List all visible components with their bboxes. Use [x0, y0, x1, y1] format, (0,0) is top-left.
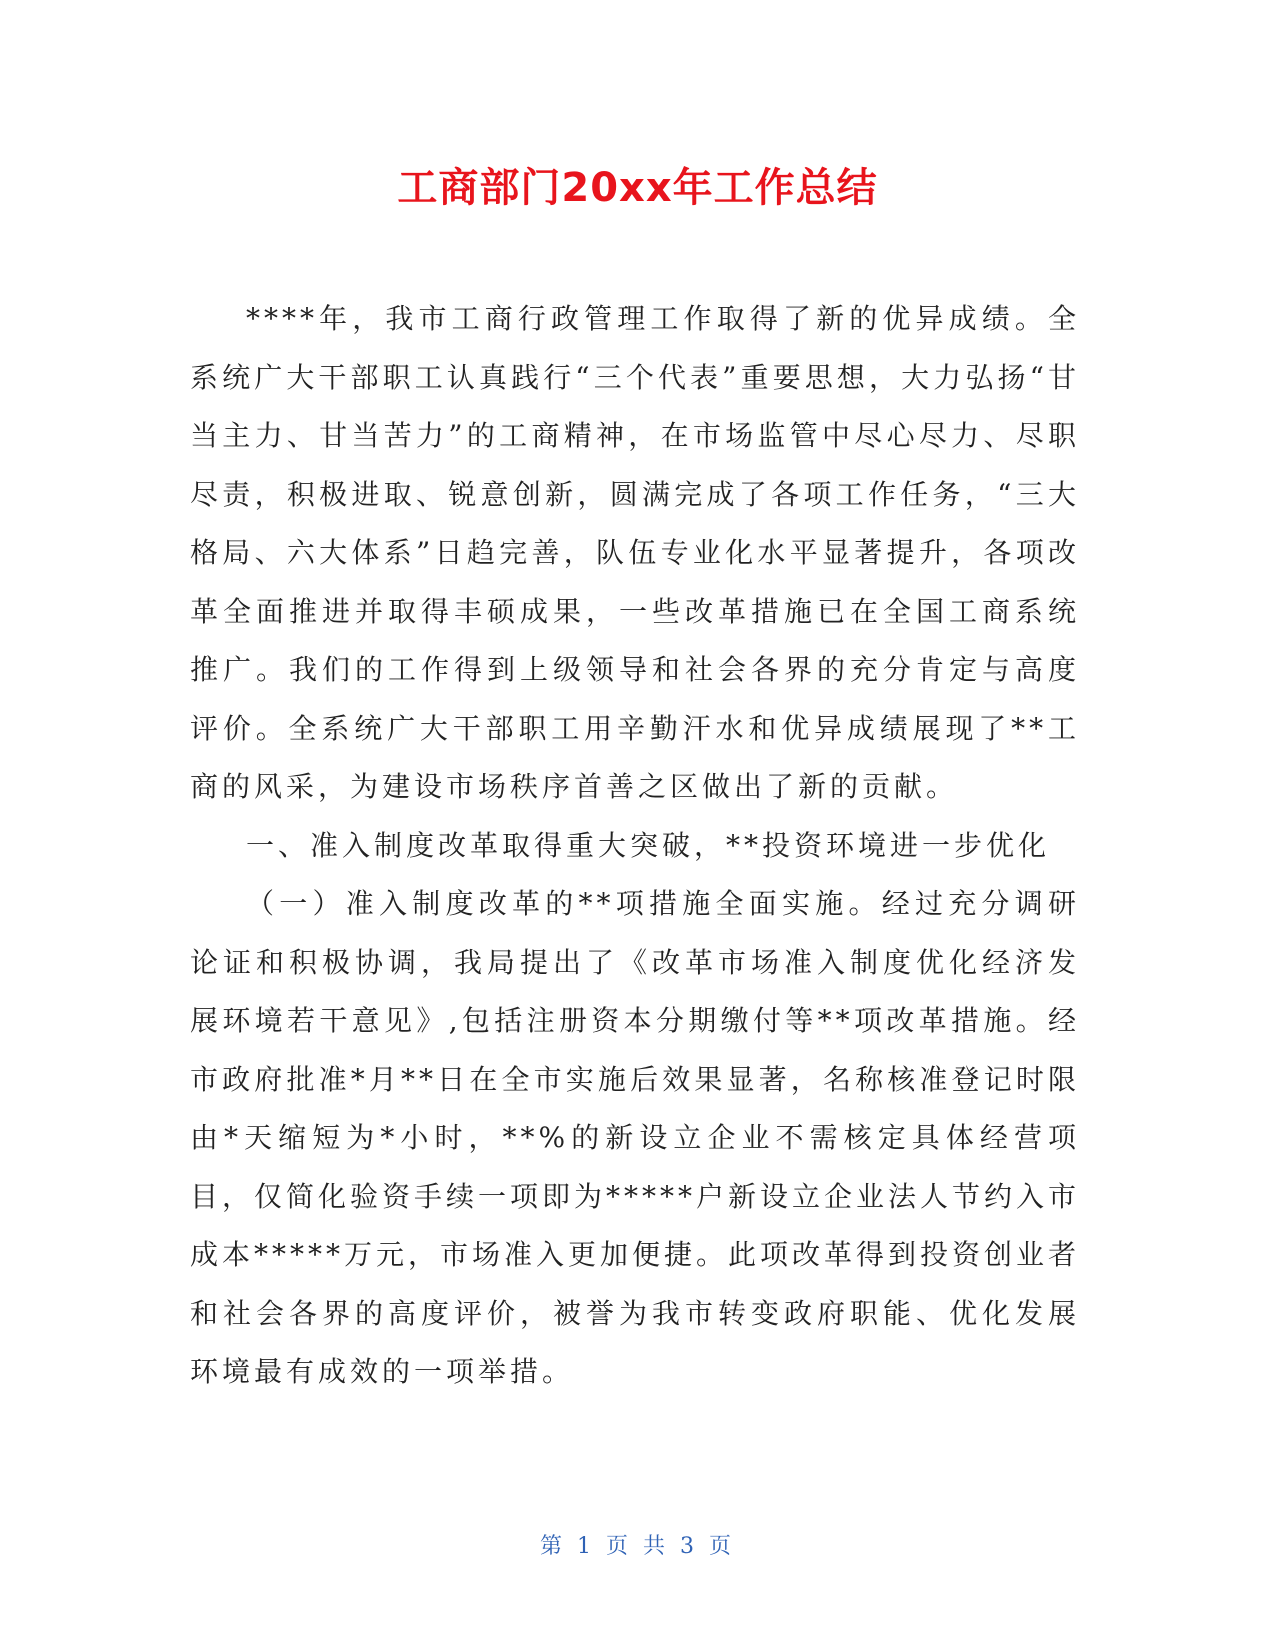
document-title: 工商部门20xx年工作总结 [397, 165, 878, 211]
paragraph-intro: ****年，我市工商行政管理工作取得了新的优异成绩。全系统广大干部职工认真践行“三个代表”重要思想，大力弘扬“甘当主力、甘当苦力”的工商精神，在市场监管中尽心尽力、尽职尽责，积极进取、锐意创新，圆满完成了各项工作任务，“三大格局、六大体系”日趋完善，队伍专业化水平显著提升，各项改革全面推进并取得丰硕成果，一些改革措施已在全国工商系统推广。我们的工作得到上级领导和社会各界的充分肯定与高度评价。全系统广大干部职工用辛勤汗水和优异成绩展现了**工商的风采，为建设市场秩序首善之区做出了新的贡献。 [190, 302, 1080, 803]
paragraph-subsection-1: （一）准入制度改革的**项措施全面实施。经过充分调研论证和积极协调，我局提出了《改革市场准入制度优化经济发展环境若干意见》,包括注册资本分期缴付等**项改革措施。经市政府批准*月**日在全市实施后效果显著，名称核准登记时限由*天缩短为*小时，**%的新设立企业不需核定具体经营项目，仅简化验资手续一项即为*****户新设立企业法人节约入市成本*****万元，市场准入更加便捷。此项改革得到投资创业者和社会各界的高度评价，被誉为我市转变政府职能、优化发展环境最有成效的一项举措。 [190, 887, 1081, 1388]
section-heading-1: 一、准入制度改革取得重大突破，**投资环境进一步优化 [246, 828, 1051, 862]
document-body [190, 290, 1080, 1402]
page-number-footer: 第 1 页 共 3 页 [540, 1534, 735, 1559]
